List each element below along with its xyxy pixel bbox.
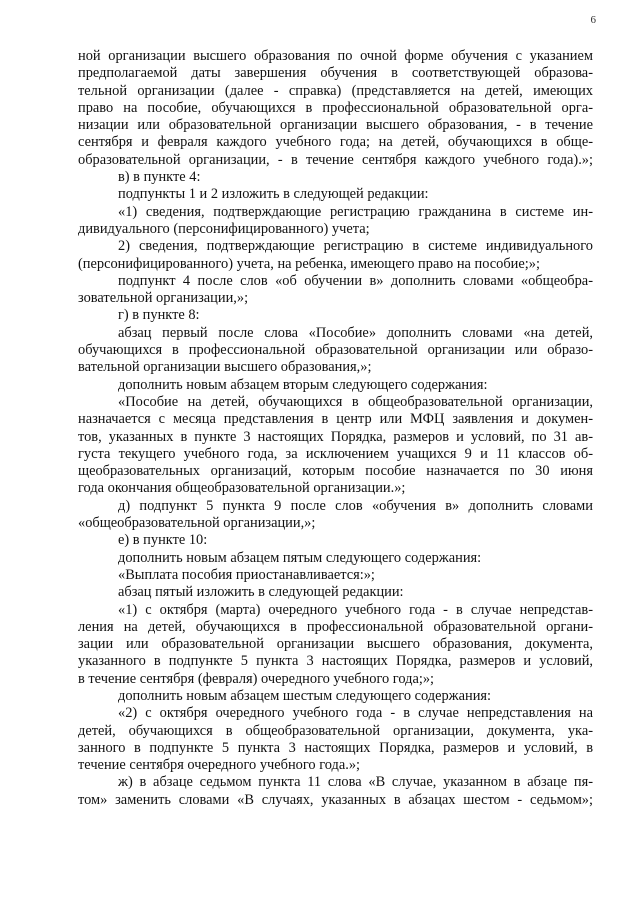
text-line: сентября и февраля каждого учебного года; на детей, обучающихся в обще- xyxy=(78,134,593,151)
text-line: ж) в абзаце седьмом пункта 11 слова «В случае, указанном в абзаце пя- xyxy=(118,774,593,791)
text-line: абзац пятый изложить в следующей редакции: xyxy=(118,584,404,601)
text-line: г) в пункте 8: xyxy=(118,307,200,324)
text-line: течение сентября очередного учебного года.»; xyxy=(78,757,361,774)
text-line: щеобразовательных организаций, которым пособие назначается по 30 июня xyxy=(78,463,593,480)
text-line: тельной организации (далее - справка) (представляется на детей, имеющих xyxy=(78,82,593,99)
text-line: право на пособие, обучающихся в профессиональной образовательной орга- xyxy=(78,99,593,116)
text-line: занного в подпункте 5 пункта 3 настоящих Порядка, размеров и условий, в xyxy=(78,739,593,756)
text-line: зации или образовательной организации высшего образования, документа, xyxy=(78,636,593,653)
text-line: образовательной организации, - в течение сентября каждого учебного года).»; xyxy=(78,151,593,168)
text-line: густа текущего учебного года, за исключением учащихся 9 и 11 классов об- xyxy=(78,445,593,462)
text-line: обучающихся в профессиональной образовательной организации или образо- xyxy=(78,342,593,359)
text-line: дивидуального (персонифицированного) учета; xyxy=(78,220,370,237)
text-line: в течение сентября (февраля) очередного учебного года;»; xyxy=(78,670,435,687)
text-line: дополнить новым абзацем шестым следующего содержания: xyxy=(118,687,492,704)
text-line: низации или образовательной организации высшего образования, - в течение xyxy=(78,117,593,134)
text-line: «Выплата пособия приостанавливается:»; xyxy=(118,566,375,583)
text-line: назначается с месяца представления в центр или МФЦ заявления и докумен- xyxy=(78,411,593,428)
text-line: года окончания общеобразовательной организации.»; xyxy=(78,480,406,497)
text-line: «Пособие на детей, обучающихся в общеобразовательной организации, xyxy=(118,393,593,410)
text-line: предполагаемой даты завершения обучения в соответствующей образова- xyxy=(78,65,593,82)
text-line: детей, обучающихся в общеобразовательной организации, документа, ука- xyxy=(78,722,593,739)
text-line: ления на детей, обучающихся в профессиональной образовательной органи- xyxy=(78,618,593,635)
text-line: «2) с октября очередного учебного года - в случае непредставления на xyxy=(118,705,593,722)
text-line: подпункт 4 после слов «об обучении в» дополнить словами «общеобра- xyxy=(118,272,593,289)
text-line: «1) сведения, подтверждающие регистрацию гражданина в системе ин- xyxy=(118,203,593,220)
text-line: тов, указанных в пункте 3 настоящих Порядка, размеров и условий, по 31 ав- xyxy=(78,428,593,445)
text-line: вательной организации высшего образования,»; xyxy=(78,359,372,376)
text-line: подпункты 1 и 2 изложить в следующей редакции: xyxy=(118,186,429,203)
text-line: е) в пункте 10: xyxy=(118,532,208,549)
text-line: том» заменить словами «В случаях, указанных в абзацах шестом - седьмом»; xyxy=(78,791,593,808)
page-number: 6 xyxy=(590,14,596,26)
text-line: дополнить новым абзацем вторым следующего содержания: xyxy=(118,376,488,393)
text-line: «общеобразовательной организации,»; xyxy=(78,515,316,532)
text-line: в) в пункте 4: xyxy=(118,169,201,186)
text-line: ной организации высшего образования по очной форме обучения с указанием xyxy=(78,48,593,64)
text-line: абзац первый после слова «Пособие» дополнить словами «на детей, xyxy=(118,324,593,341)
text-line: дополнить новым абзацем пятым следующего содержания: xyxy=(118,549,482,566)
text-line: д) подпункт 5 пункта 9 после слов «обучения в» дополнить словами xyxy=(118,497,593,514)
text-line: «1) с октября (марта) очередного учебного года - в случае непредстав- xyxy=(118,601,593,618)
text-line: (персонифицированного) учета, на ребенка, имеющего право на пособие;»; xyxy=(78,255,540,272)
document-body xyxy=(78,48,593,809)
text-line: 2) сведения, подтверждающие регистрацию в системе индивидуального xyxy=(118,238,593,255)
text-line: указанного в подпункте 5 пункта 3 настоящих Порядка, размеров и условий, xyxy=(78,653,593,670)
text-line: зовательной организации,»; xyxy=(78,290,249,307)
